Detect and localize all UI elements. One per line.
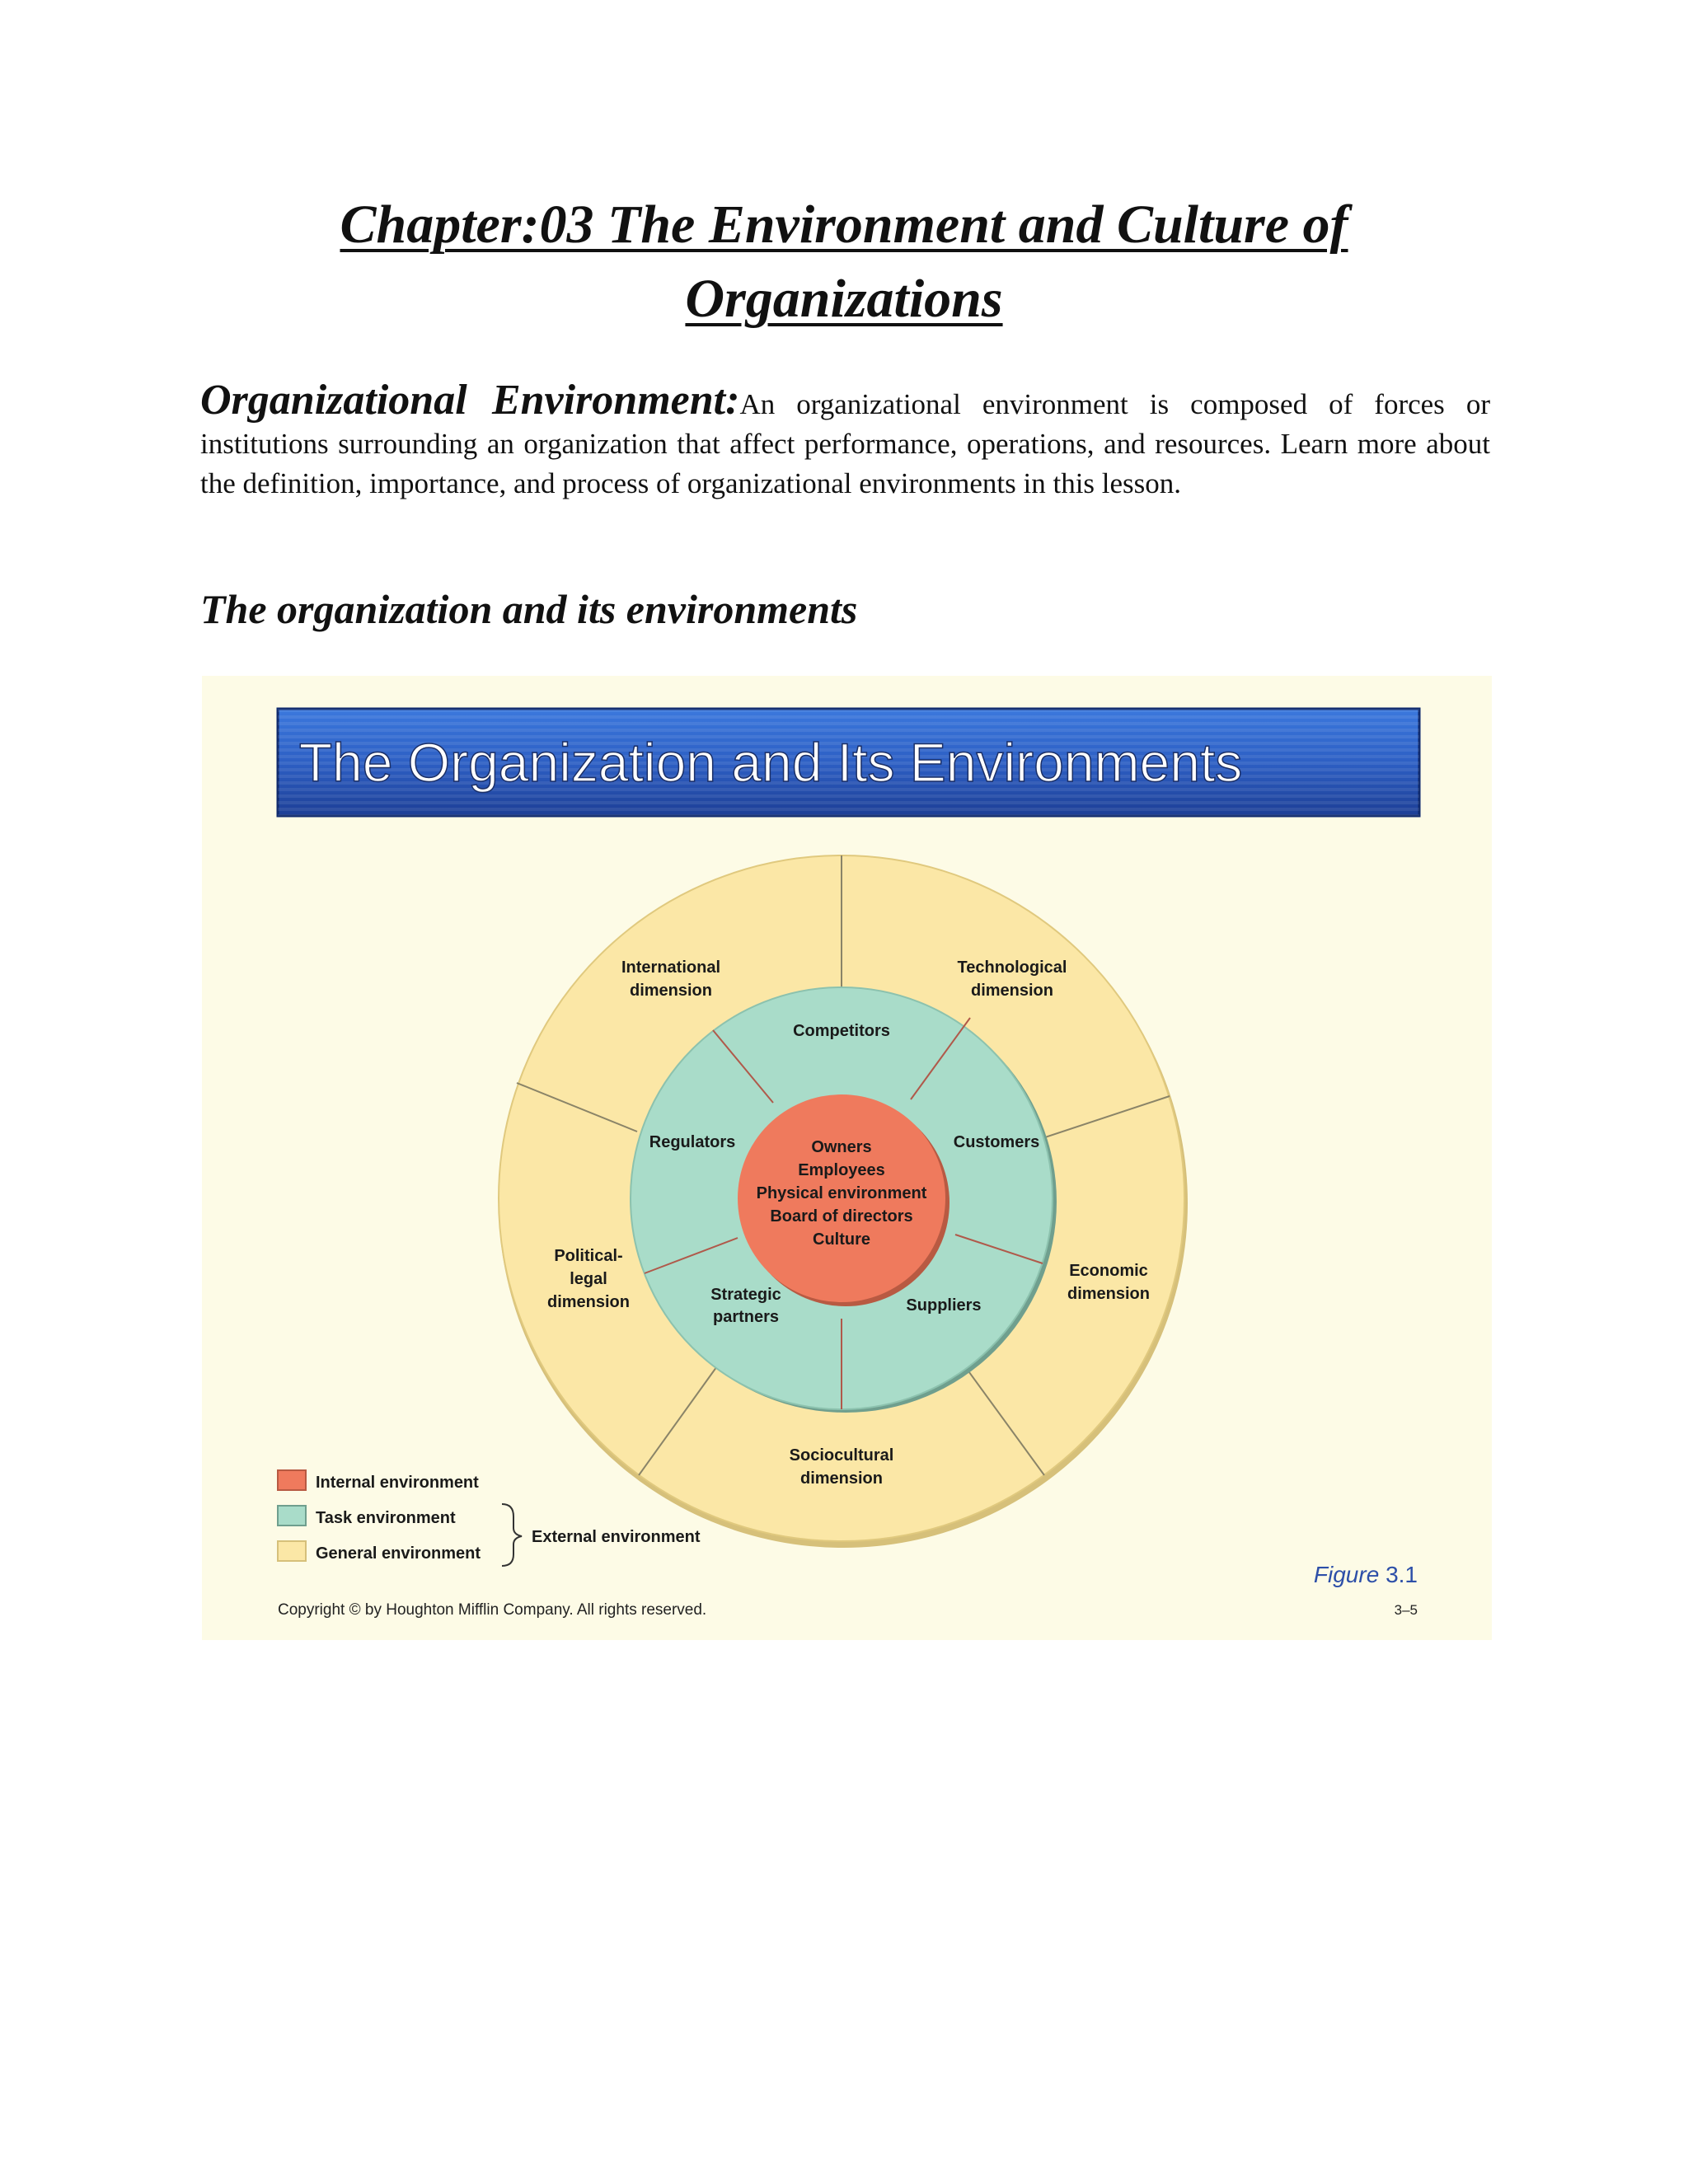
section-heading: The organization and its environments xyxy=(200,586,858,632)
general-item-technological-1: Technological xyxy=(957,958,1067,977)
general-item-political-1: Political- xyxy=(554,1247,623,1265)
intro-paragraph xyxy=(200,377,1490,504)
title-line-2: Organizations xyxy=(685,269,1003,329)
task-item-customers: Customers xyxy=(953,1133,1040,1151)
internal-item-employees: Employees xyxy=(798,1161,885,1179)
internal-item-culture: Culture xyxy=(813,1230,870,1249)
legend-task-label: Task environment xyxy=(316,1509,456,1527)
internal-item-board: Board of directors xyxy=(770,1207,913,1226)
general-item-sociocultural-1: Sociocultural xyxy=(789,1446,894,1465)
slide-number: 3–5 xyxy=(1394,1602,1418,1618)
general-item-technological-2: dimension xyxy=(970,982,1054,1000)
figure-banner xyxy=(278,709,1419,816)
general-item-sociocultural-2: dimension xyxy=(799,1469,884,1488)
figure-label: Figure 3.1 xyxy=(1313,1562,1418,1587)
general-item-international-1: International xyxy=(621,958,721,977)
general-item-economic-2: dimension xyxy=(1067,1285,1151,1303)
document-title xyxy=(0,188,1688,336)
general-item-political-3: dimension xyxy=(546,1293,631,1311)
task-item-competitors: Competitors xyxy=(793,1022,890,1040)
task-item-strategic-2: partners xyxy=(712,1308,780,1326)
task-item-strategic-1: Strategic xyxy=(710,1286,781,1304)
legend-swatch-internal xyxy=(278,1470,306,1490)
general-item-international-2: dimension xyxy=(629,982,713,1000)
task-item-regulators: Regulators xyxy=(649,1133,736,1151)
general-item-economic-1: Economic xyxy=(1069,1262,1148,1280)
intro-text: An organizational environment is composed of forces or institutions surrounding an organization that affect performance, operations, and resources. Learn more about the definition, importance, and process of organizational environments in this lesson. xyxy=(200,388,1490,499)
legend-general-label: General environment xyxy=(316,1544,481,1563)
intro-heading: Organizational Environment: xyxy=(200,377,740,424)
general-item-political-2: legal xyxy=(570,1270,607,1288)
banner-title: The Organization and Its Environments xyxy=(298,732,1243,793)
legend-internal-label: Internal environment xyxy=(316,1474,479,1492)
copyright-text: Copyright © by Houghton Mifflin Company. All rights reserved. xyxy=(278,1601,707,1619)
internal-item-physical: Physical environment xyxy=(756,1184,927,1202)
environment-figure xyxy=(202,676,1492,1640)
legend-external-label: External environment xyxy=(532,1528,701,1546)
legend-swatch-task xyxy=(278,1506,306,1526)
environment-diagram xyxy=(202,676,1492,1640)
title-line-1: Chapter:03 The Environment and Culture of xyxy=(340,194,1348,255)
internal-item-owners: Owners xyxy=(811,1138,872,1156)
legend-swatch-general xyxy=(278,1541,306,1561)
task-item-suppliers: Suppliers xyxy=(906,1296,982,1315)
